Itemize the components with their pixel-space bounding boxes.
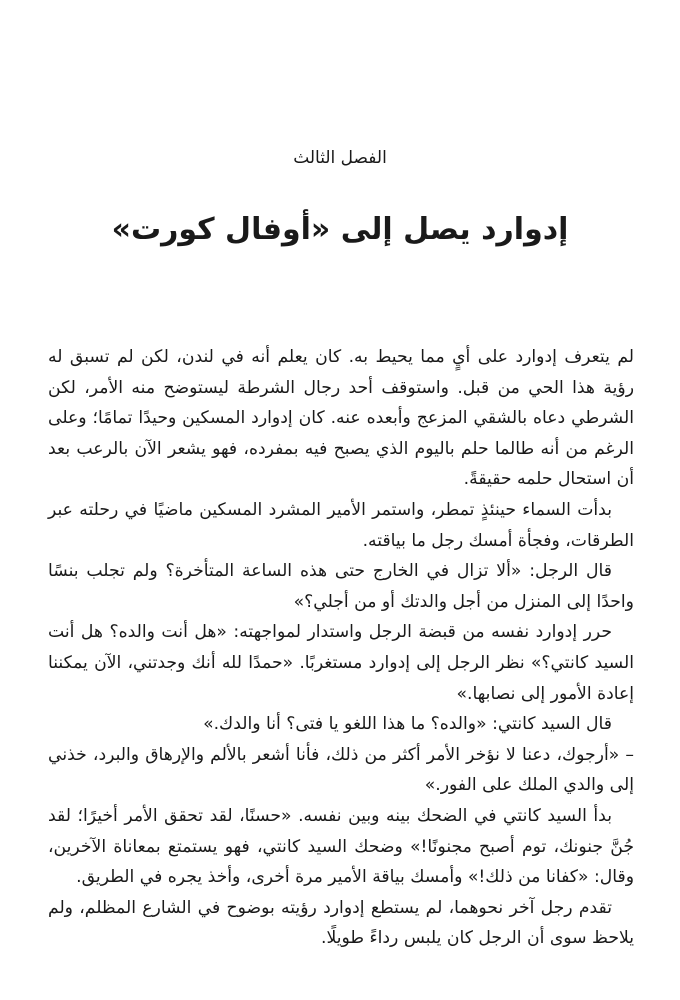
paragraph: لم يتعرف إدوارد على أيٍ مما يحيط به. كان يعلم أنه في لندن، لكن لم تسبق له رؤية هذا الحي من قبل. واستوقف أحد رجال الشرطة ليستوضح منه الأمر، لكن الشرطي دعاه بالشقي المزعج وأبعده عنه. كان إدوارد المسكين وحيدًا تمامًا؛ وعلى الرغم من أنه طالما حلم باليوم الذي يصبح فيه بمفرده، فهو يشعر الآن بالرعب بعد أن استحال حلمه حقيقةً. xyxy=(48,347,634,490)
chapter-body xyxy=(48,342,634,954)
paragraph: حرر إدوارد نفسه من قبضة الرجل واستدار لمواجهته: «هل أنت والده؟ هل أنت السيد كانتي؟» نظر الرجل إلى إدوارد مستغربًا. «حمدًا لله أنك وجدتني، الآن يمكننا إعادة الأمور إلى نصابها.» xyxy=(48,622,634,704)
paragraph: قال الرجل: «ألا تزال في الخارج حتى هذه الساعة المتأخرة؟ ولم تجلب بنسًا واحدًا إلى المنزل من أجل والدتك أو من أجلي؟» xyxy=(48,561,634,612)
chapter-title: إدوارد يصل إلى «أوفال كورت» xyxy=(111,212,569,247)
paragraph: قال السيد كانتي: «والده؟ ما هذا اللغو يا فتى؟ أنا والدك.» xyxy=(203,714,612,735)
paragraph: بدأت السماء حينئذٍ تمطر، واستمر الأمير المشرد المسكين ماضيًا في رحلته عبر الطرقات، وفجأة أمسك رجل ما بياقته. xyxy=(48,499,634,551)
paragraph: تقدم رجل آخر نحوهما، لم يستطع إدوارد رؤيته بوضوح في الشارع المظلم، ولم يلاحظ سوى أن الرجل كان يلبس رداءً طويلًا. xyxy=(48,897,634,949)
chapter-label: الفصل الثالث xyxy=(293,148,387,168)
paragraph: – «أرجوك، دعنا لا نؤخر الأمر أكثر من ذلك، فأنا أشعر بالألم والإرهاق والبرد، خذني إلى والدي الملك على الفور.» xyxy=(48,744,634,796)
paragraph: بدأ السيد كانتي في الضحك بينه وبين نفسه. «حسنًا، لقد تحقق الأمر أخيرًا؛ لقد جُنَّ جنونك، توم أصبح مجنونًا!» وضحك السيد كانتي، فهو يستمتع بمعاناة الآخرين، وقال: «كفانا من ذلك!» وأمسك بياقة الأمير مرة أخرى، وأخذ يجره في الطريق. xyxy=(48,805,634,888)
